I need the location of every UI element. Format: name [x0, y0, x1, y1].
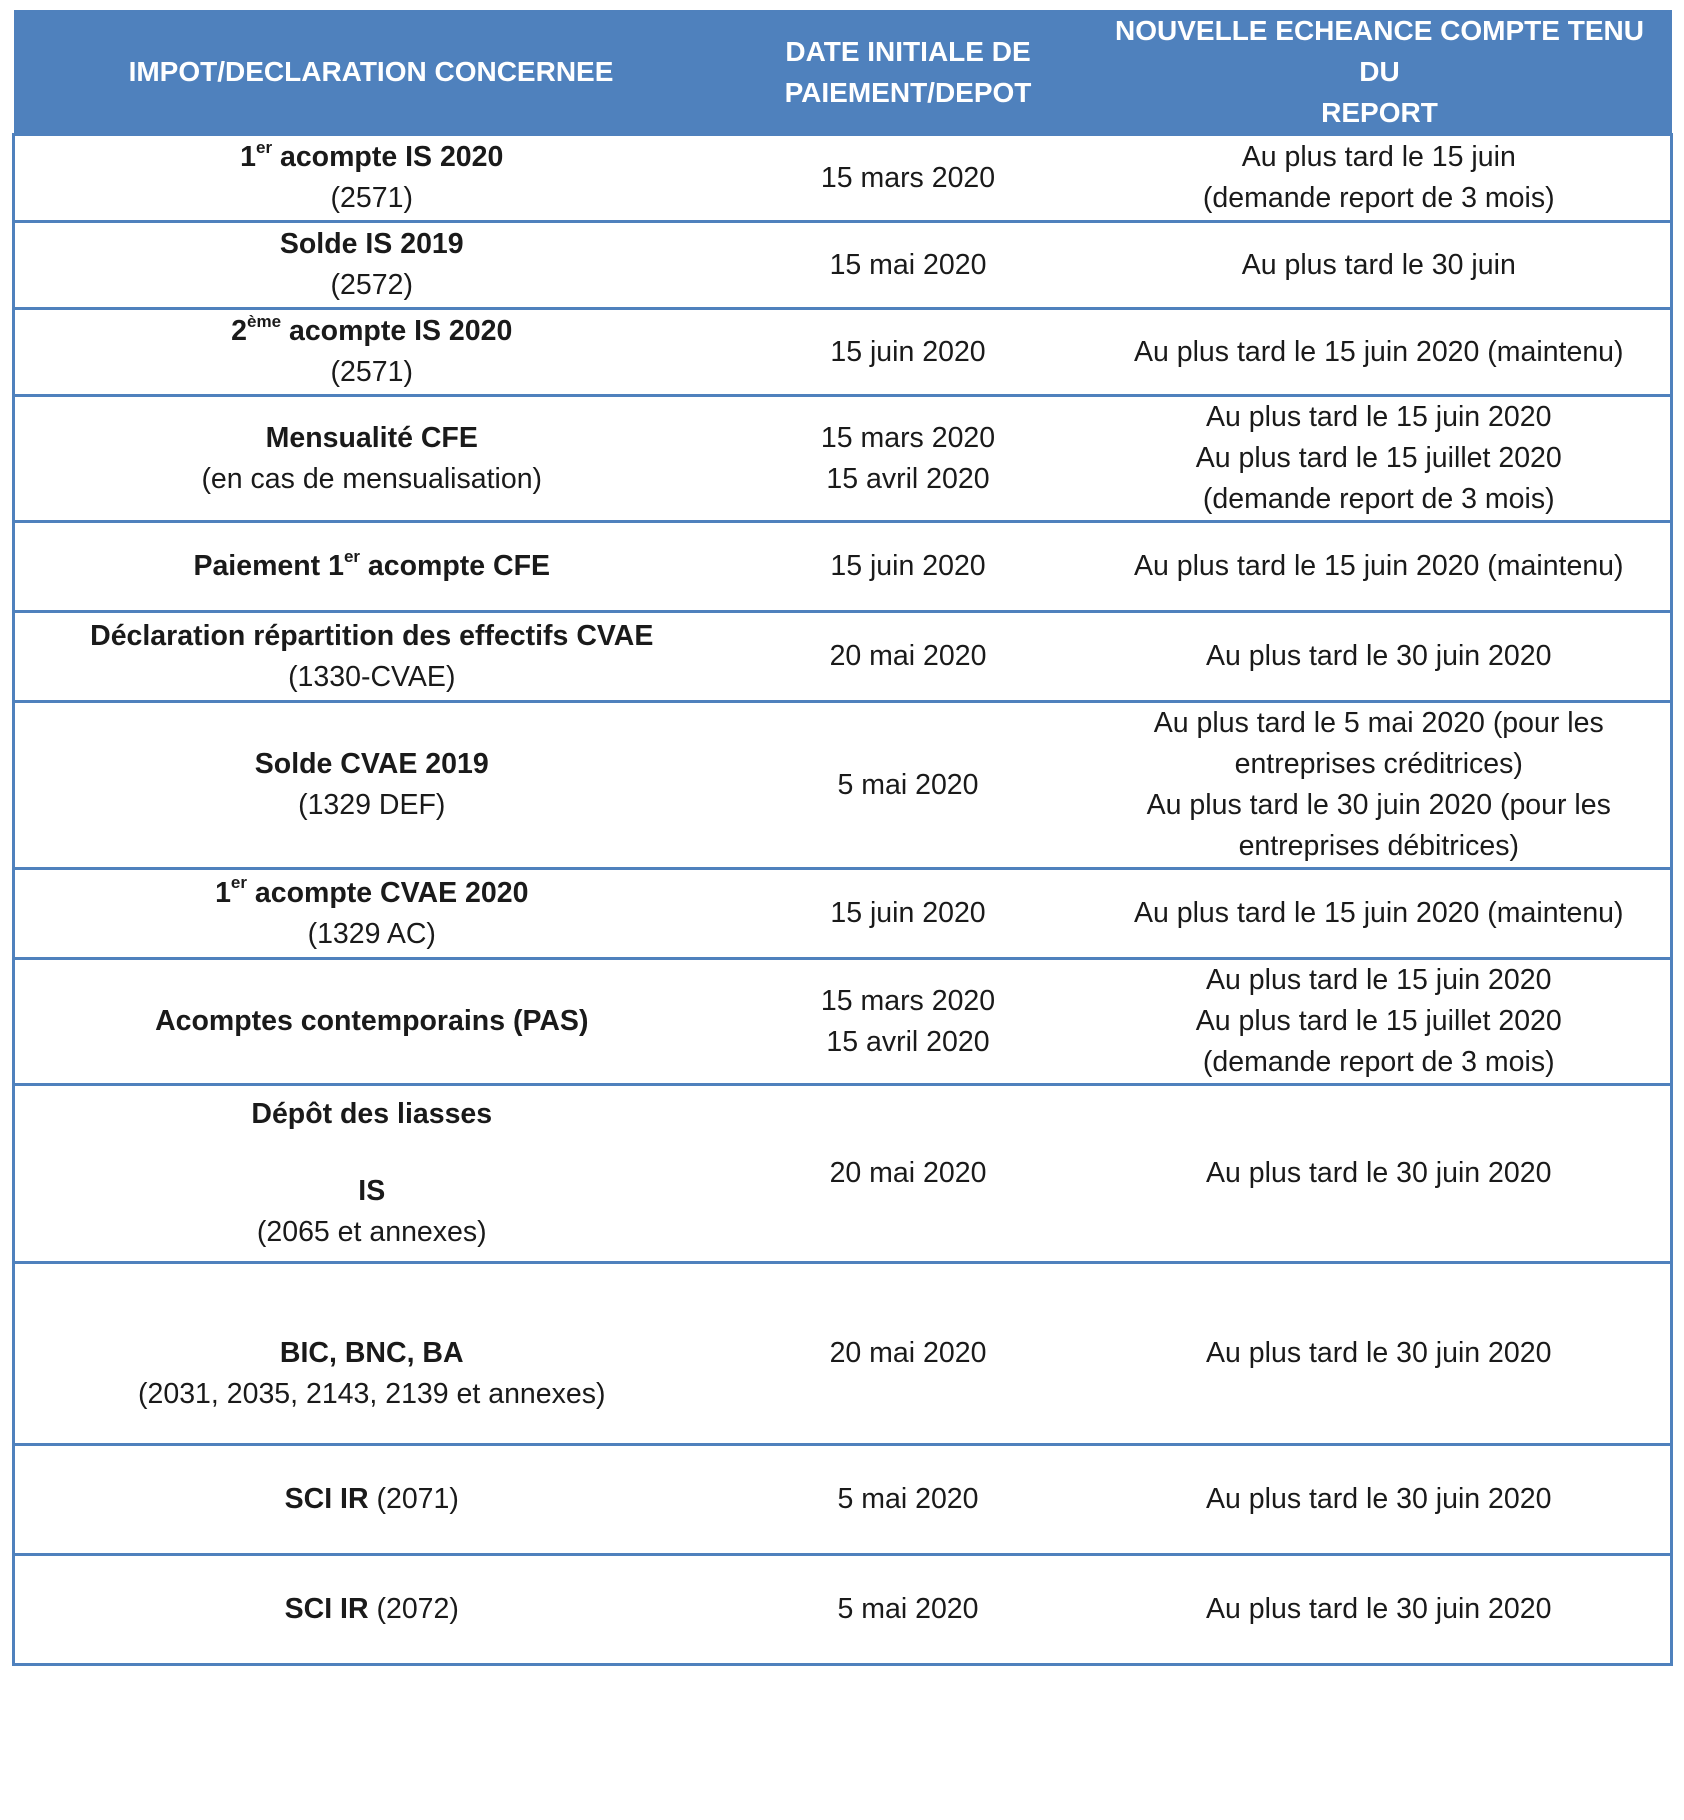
tax-title — [23, 546, 721, 587]
tax-title-text: acompte IS 2020 — [272, 141, 504, 173]
new-deadline-cell — [1088, 869, 1672, 959]
tax-title — [23, 311, 721, 352]
tax-title-text: 2 — [231, 315, 248, 347]
tax-title: Acomptes contemporains (PAS) — [155, 1005, 589, 1037]
table-row — [14, 522, 1672, 612]
new-deadline-cell — [1088, 612, 1672, 702]
tax-cell — [14, 612, 729, 702]
tax-cell — [14, 396, 729, 522]
tax-cell — [14, 522, 729, 612]
new-deadline-line: Au plus tard le 15 juin 2020 — [1206, 401, 1552, 433]
tax-cell — [14, 309, 729, 396]
new-deadline-line: Au plus tard le 30 juin 2020 — [1206, 640, 1552, 672]
table-row — [14, 396, 1672, 522]
initial-date: 15 avril 2020 — [826, 462, 990, 495]
initial-date: 5 mai 2020 — [837, 768, 979, 801]
ordinal-suffix: ème — [247, 311, 282, 331]
table-body — [14, 135, 1672, 1665]
new-deadline-line: Au plus tard le 15 juin 2020 — [1206, 964, 1552, 996]
table-row — [14, 1085, 1672, 1263]
table-header — [14, 10, 1672, 135]
tax-title-text: SCI IR — [284, 1593, 369, 1625]
initial-date-cell — [729, 1085, 1088, 1263]
table-row — [14, 959, 1672, 1085]
new-deadline-line: Au plus tard le 15 juin 2020 (maintenu) — [1133, 550, 1624, 582]
header-initial-date — [729, 10, 1088, 135]
tax-title-text: 1 — [215, 876, 231, 909]
initial-date: 15 juin 2020 — [830, 550, 986, 582]
initial-date: 20 mai 2020 — [829, 1337, 987, 1369]
new-deadline-line: Au plus tard le 30 juin 2020 — [1206, 1337, 1552, 1369]
initial-date: 5 mai 2020 — [837, 1483, 979, 1515]
tax-title — [23, 1479, 721, 1520]
new-deadline-line: (demande report de 3 mois) — [1202, 1046, 1555, 1078]
new-deadline-line: Au plus tard le 30 juin 2020 (pour les — [1146, 789, 1611, 821]
initial-date-cell — [729, 1445, 1088, 1555]
tax-cell — [14, 1085, 729, 1263]
table-row — [14, 702, 1672, 869]
ordinal-suffix: er — [230, 873, 247, 892]
initial-date-cell — [729, 1263, 1088, 1445]
initial-date-cell — [729, 869, 1088, 959]
table-row — [14, 309, 1672, 396]
ordinal-suffix: er — [255, 137, 273, 157]
tax-cell — [14, 869, 729, 959]
initial-date-cell — [729, 612, 1088, 702]
tax-title — [23, 873, 721, 914]
tax-title — [23, 1589, 721, 1630]
tax-title-text: 1 — [240, 141, 256, 173]
table-row — [14, 1445, 1672, 1555]
initial-date-cell — [729, 522, 1088, 612]
tax-title: Dépôt des liasses — [251, 1098, 493, 1130]
form-number: (en cas de mensualisation) — [201, 462, 543, 495]
new-deadline-line: Au plus tard le 15 juin 2020 (maintenu) — [1133, 897, 1624, 929]
initial-date-cell — [729, 1555, 1088, 1665]
new-deadline-line: (demande report de 3 mois) — [1202, 483, 1555, 515]
table-row — [14, 135, 1672, 222]
new-deadline-cell — [1088, 1445, 1672, 1555]
initial-date-cell — [729, 135, 1088, 222]
form-number: (1330-CVAE) — [288, 660, 456, 693]
form-number: (2571) — [330, 182, 413, 214]
new-deadline-line: Au plus tard le 15 juillet 2020 — [1195, 1005, 1562, 1037]
tax-cell — [14, 135, 729, 222]
form-number: (1329 AC) — [307, 917, 436, 950]
table-row — [14, 612, 1672, 702]
new-deadline-line: Au plus tard le 30 juin 2020 — [1206, 1157, 1552, 1189]
new-deadline-cell — [1088, 1263, 1672, 1445]
header-new-deadline-line: NOUVELLE ECHEANCE COMPTE TENU DU — [1115, 15, 1644, 87]
header-row — [14, 10, 1672, 135]
table-row — [14, 222, 1672, 309]
initial-date: 15 mars 2020 — [820, 421, 996, 454]
form-number: (2071) — [368, 1483, 459, 1515]
tax-title-text: acompte CVAE 2020 — [247, 876, 529, 909]
new-deadline-line: Au plus tard le 15 juin 2020 (maintenu) — [1133, 335, 1624, 368]
initial-date: 15 mars 2020 — [820, 161, 996, 194]
header-tax-declaration-label: IMPOT/DECLARATION CONCERNEE — [128, 56, 614, 87]
new-deadline-cell — [1088, 222, 1672, 309]
table-row — [14, 1555, 1672, 1665]
new-deadline-line: Au plus tard le 30 juin 2020 — [1206, 1593, 1552, 1625]
new-deadline-cell — [1088, 1555, 1672, 1665]
tax-title — [23, 137, 721, 178]
form-number: (2031, 2035, 2143, 2139 et annexes) — [138, 1377, 606, 1410]
tax-cell — [14, 1263, 729, 1445]
new-deadline-line: Au plus tard le 15 juin — [1241, 141, 1516, 173]
new-deadline-cell — [1088, 702, 1672, 869]
initial-date-cell — [729, 396, 1088, 522]
new-deadline-cell — [1088, 522, 1672, 612]
initial-date-cell — [729, 959, 1088, 1085]
new-deadline-line: Au plus tard le 15 juillet 2020 — [1195, 442, 1562, 474]
new-deadline-cell — [1088, 396, 1672, 522]
tax-deadlines-table — [12, 10, 1673, 1666]
new-deadline-line: Au plus tard le 30 juin — [1241, 248, 1516, 281]
initial-date: 5 mai 2020 — [837, 1593, 979, 1625]
form-number: (2072) — [368, 1593, 459, 1625]
tax-cell — [14, 959, 729, 1085]
tax-subtitle: IS — [358, 1175, 386, 1207]
new-deadline-cell — [1088, 135, 1672, 222]
new-deadline-cell — [1088, 1085, 1672, 1263]
new-deadline-line: Au plus tard le 30 juin 2020 — [1206, 1483, 1552, 1515]
tax-cell — [14, 1445, 729, 1555]
new-deadline-line: entreprises débitrices) — [1238, 830, 1519, 862]
tax-cell — [14, 222, 729, 309]
tax-title-text: acompte CFE — [360, 550, 551, 582]
tax-title-text: Paiement 1 — [193, 550, 344, 582]
table-row — [14, 869, 1672, 959]
new-deadline-cell — [1088, 309, 1672, 396]
header-initial-date-line: PAIEMENT/DEPOT — [784, 76, 1032, 108]
form-number: (2572) — [330, 269, 413, 301]
tax-title-text: SCI IR — [284, 1483, 369, 1515]
initial-date: 15 mars 2020 — [820, 984, 996, 1017]
tax-title-text: acompte IS 2020 — [281, 315, 513, 347]
new-deadline-cell — [1088, 959, 1672, 1085]
tax-cell — [14, 1555, 729, 1665]
form-number: (1329 DEF) — [298, 789, 446, 821]
new-deadline-line: entreprises créditrices) — [1234, 748, 1523, 780]
initial-date-cell — [729, 309, 1088, 396]
initial-date: 15 avril 2020 — [826, 1025, 990, 1058]
tax-cell — [14, 702, 729, 869]
header-new-deadline-line: REPORT — [1321, 97, 1438, 128]
ordinal-suffix: er — [343, 546, 361, 566]
form-number: (2065 et annexes) — [256, 1216, 487, 1248]
tax-title: Mensualité CFE — [265, 421, 478, 454]
new-deadline-line: (demande report de 3 mois) — [1202, 182, 1555, 214]
spacer — [23, 1135, 721, 1171]
form-number: (2571) — [330, 356, 413, 388]
new-deadline-line: Au plus tard le 5 mai 2020 (pour les — [1153, 707, 1604, 739]
initial-date-cell — [729, 702, 1088, 869]
initial-date: 20 mai 2020 — [829, 1157, 987, 1189]
initial-date: 15 mai 2020 — [829, 248, 987, 281]
initial-date: 15 juin 2020 — [830, 897, 986, 929]
header-initial-date-line: DATE INITIALE DE — [785, 35, 1031, 67]
table-row — [14, 1263, 1672, 1445]
tax-title: Solde IS 2019 — [279, 228, 464, 260]
initial-date-cell — [729, 222, 1088, 309]
header-new-deadline — [1088, 10, 1672, 135]
initial-date: 15 juin 2020 — [830, 335, 986, 368]
initial-date: 20 mai 2020 — [829, 640, 987, 672]
tax-title: BIC, BNC, BA — [279, 1336, 464, 1369]
tax-title: Déclaration répartition des effectifs CVAE — [90, 619, 654, 652]
tax-title: Solde CVAE 2019 — [254, 748, 489, 780]
header-tax-declaration — [14, 10, 729, 135]
